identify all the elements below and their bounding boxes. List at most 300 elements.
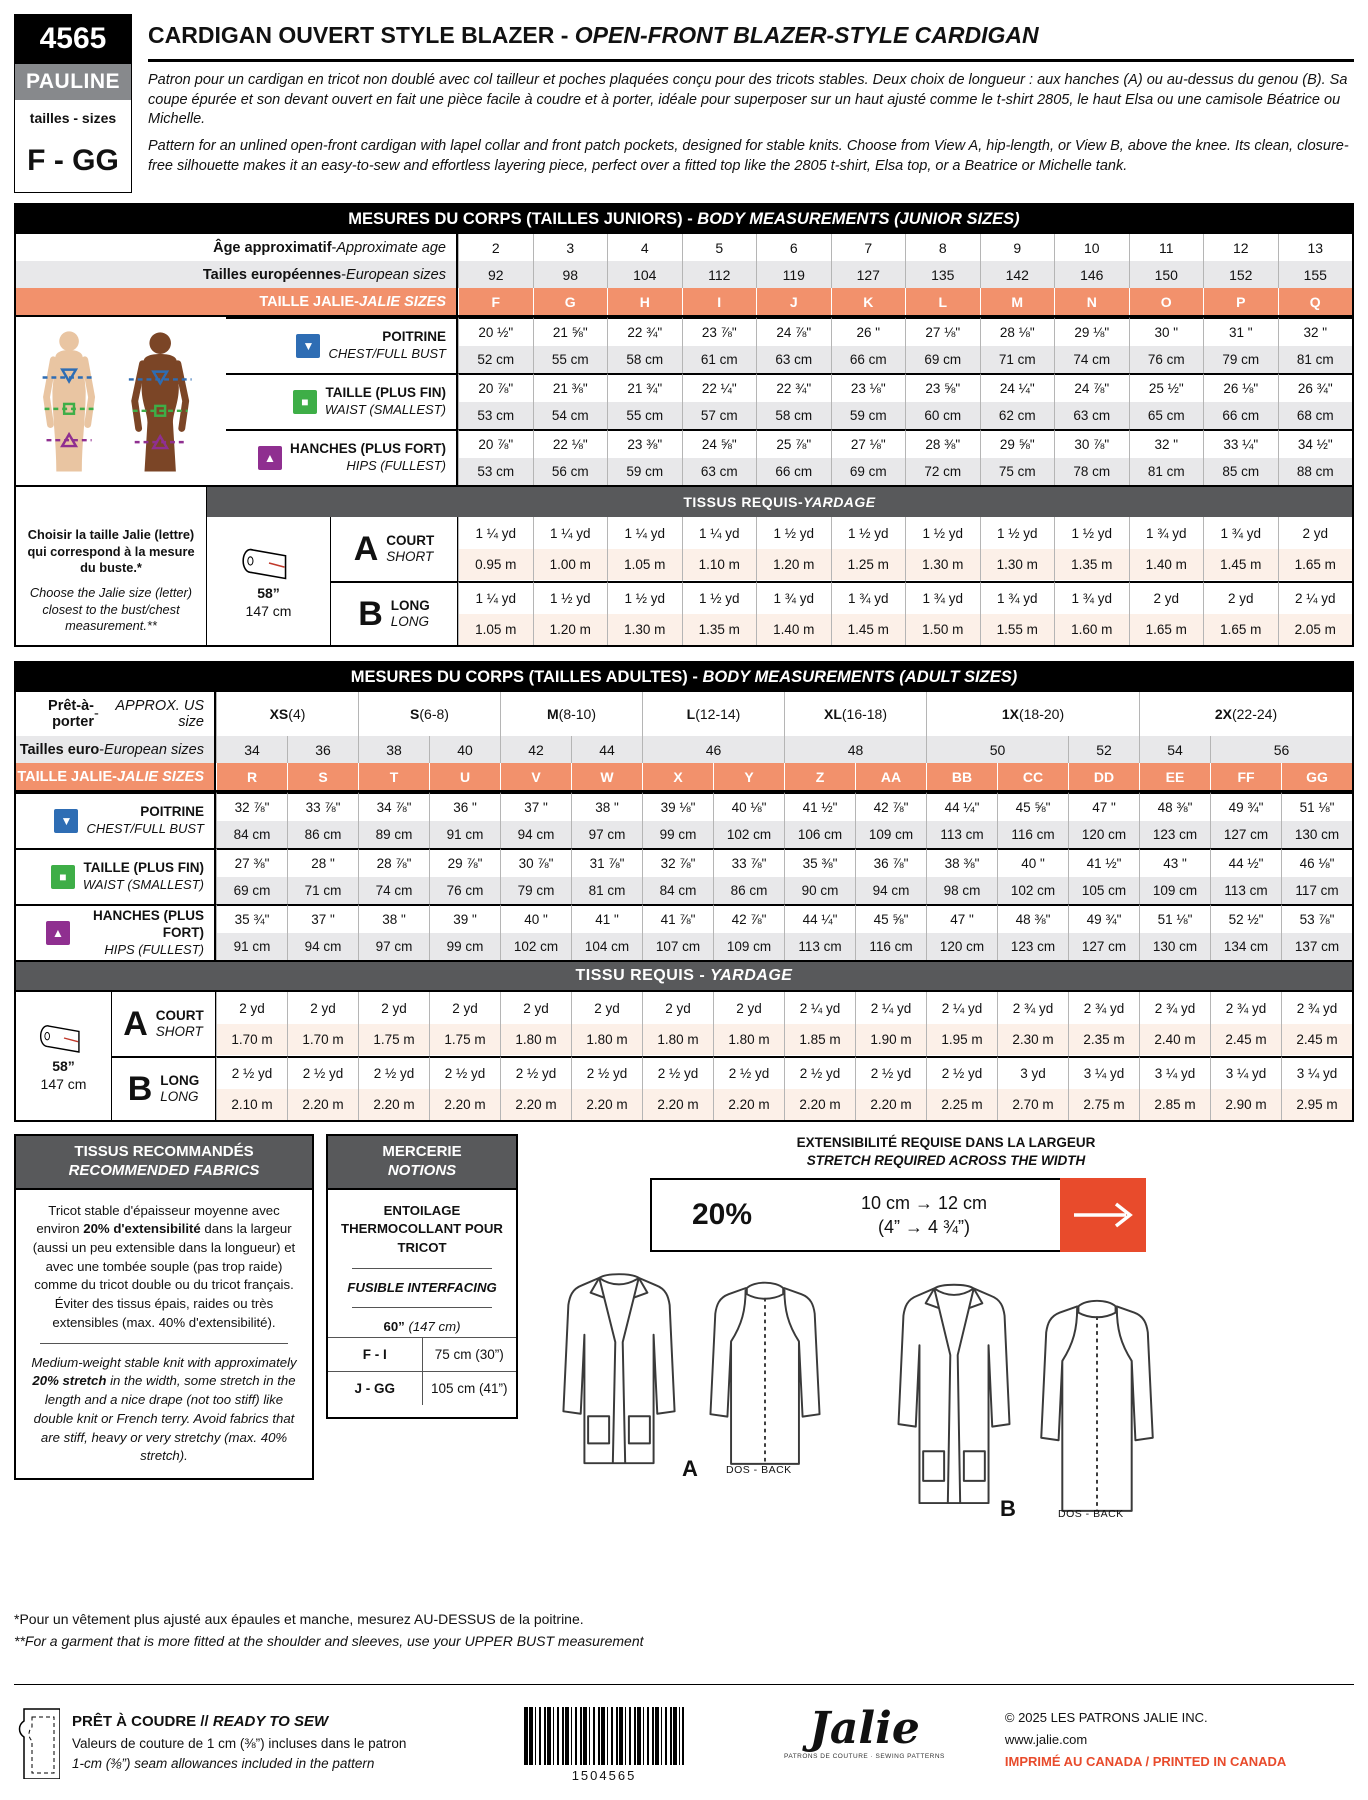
junior-measure-inches: 20 ½" [478, 325, 514, 340]
junior-measure-cell [1203, 373, 1278, 429]
adult-measure-cell [1210, 904, 1281, 960]
yardage-yd: 2 ½ yd [657, 1066, 699, 1081]
junior-measure-name-en: WAIST (SMALLEST) [324, 402, 446, 418]
ready-to-sew-text [72, 1711, 406, 1774]
adult-jalie-size: CC [997, 763, 1068, 790]
adult-yardage-cell [429, 992, 500, 1056]
adult-measure-inches: 48 ⅜" [1157, 800, 1193, 815]
junior-euro-value: 104 [607, 261, 682, 288]
adult-jalie-size: S [287, 763, 358, 790]
adult-euro-size: 44 [571, 736, 642, 763]
view-length-label [386, 533, 434, 565]
adult-measure-inches: 49 ¾" [1086, 912, 1122, 927]
right-arrow-icon [1070, 1198, 1136, 1232]
adult-yardage-cell [358, 992, 429, 1056]
view-length-label [160, 1073, 199, 1105]
adult-measure-inches: 32 ⅞" [234, 800, 270, 815]
adult-measure-cm: 105 cm [1069, 877, 1139, 904]
yardage-m: 1.55 m [981, 614, 1055, 645]
yardage-m: 1.80 m [643, 1024, 713, 1055]
junior-measure-cm: 68 cm [1279, 402, 1353, 429]
junior-measure-cm: 52 cm [459, 346, 533, 373]
interfacing-row-1-amount: 75 cm (30”) [434, 1347, 504, 1363]
junior-measure-name-en: HIPS (FULLEST) [346, 458, 446, 474]
yardage-m: 1.70 m [217, 1024, 287, 1055]
yardage-m: 0.95 m [459, 549, 533, 580]
junior-measure-inches: 22 ¾" [776, 381, 812, 396]
footnotes [14, 1608, 1354, 1653]
view-letter: B [127, 1069, 153, 1108]
yardage-yd: 2 ½ yd [231, 1066, 273, 1081]
adult-measure-cell [500, 904, 571, 960]
fabric-width-inches: 58” [257, 584, 280, 601]
adult-measure-cell [358, 904, 429, 960]
yardage-m: 2.30 m [998, 1024, 1068, 1055]
yardage-m: 2.20 m [643, 1089, 713, 1120]
junior-measure-cm: 59 cm [832, 402, 906, 429]
adult-jalie-size: GG [1281, 763, 1352, 790]
fabrics-text-en: Medium-weight stable knit with approximately 20% stretch in the width, some stretch in the length and a nice drape (not too stiff) like double knit or French terry. Avoid fabrics that are stiff, heavy or very stretchy (max. 40% stretch). [31, 1354, 297, 1464]
junior-euro-value: 152 [1203, 261, 1278, 288]
yardage-yd: 1 ¼ yd [624, 526, 666, 541]
adult-measure-cm: 130 cm [1140, 933, 1210, 960]
yardage-yd: 2 ¾ yd [1154, 1001, 1196, 1016]
junior-jalie-label: TAILLE JALIE - JALIE SIZES [16, 288, 458, 315]
adult-fabric-width [16, 992, 112, 1120]
junior-measurement-rows [226, 317, 1352, 485]
interfacing-width: 60” (147 cm) [383, 1319, 461, 1335]
adult-yardage-cell [1068, 992, 1139, 1056]
adult-measure-cm: 109 cm [714, 933, 784, 960]
ready-to-sew-title: PRÊT À COUDRE // READY TO SEW [72, 1713, 329, 1731]
yardage-m: 1.80 m [501, 1024, 571, 1055]
adult-measure-label [16, 792, 216, 848]
adult-jalie-size: Y [713, 763, 784, 790]
adult-measure-cm: 91 cm [430, 821, 500, 848]
junior-measure-inches: 23 ⅝" [925, 381, 961, 396]
adult-us-size: 2X (22-24) [1139, 692, 1352, 736]
adult-measure-label-text [78, 908, 204, 958]
junior-jalie-size: O [1129, 288, 1204, 315]
adult-measure-cm: 94 cm [501, 821, 571, 848]
view-length-fr: LONG [390, 597, 430, 613]
junior-measure-cell [1129, 373, 1204, 429]
adult-jalie-size: R [216, 763, 287, 790]
junior-yardage-cell [682, 581, 757, 645]
adult-measure-cm: 113 cm [1211, 877, 1281, 904]
yardage-m: 1.75 m [430, 1024, 500, 1055]
description-en: Pattern for an unlined open-front cardigan with lapel collar and front patch pockets, designed for stable knits. Choose from View A, hip-length, or View B, above the knee. Its clean, closure-free silhouette makes it an easy-to-sew and effortless layering piece, perfect over a fitted top like the 2805 t-shirt, Elsa top, or a Beatrice or Michelle tank. [148, 138, 1349, 174]
adult-fabric-width-inches: 58” [52, 1057, 75, 1074]
yardage-m: 1.50 m [906, 614, 980, 645]
adult-yardage-cell [997, 992, 1068, 1056]
junior-measure-label [226, 429, 458, 485]
view-length-en: SHORT [155, 1024, 203, 1039]
junior-euro-value: 119 [756, 261, 831, 288]
junior-measure-cm: 66 cm [757, 458, 831, 485]
adult-yardage-cell [855, 992, 926, 1056]
adult-measure-inches: 28 " [311, 856, 335, 871]
adult-measure-cm: 120 cm [1069, 821, 1139, 848]
junior-yardage-cell [831, 517, 906, 581]
adult-us-size: 1X (18-20) [926, 692, 1139, 736]
junior-measure-cm: 66 cm [1204, 402, 1278, 429]
junior-age-value: 13 [1278, 234, 1353, 261]
adult-measure-cell [1281, 792, 1352, 848]
yardage-yd: 2 ½ yd [728, 1066, 770, 1081]
yardage-yd: 2 ½ yd [302, 1066, 344, 1081]
junior-measure-inches: 31 " [1228, 325, 1253, 340]
adult-measure-cm: 120 cm [927, 933, 997, 960]
yardage-yd: 2 ½ yd [444, 1066, 486, 1081]
junior-euro-value: 150 [1129, 261, 1204, 288]
adult-yardage-cell [1210, 1056, 1281, 1120]
yardage-yd: 3 yd [1020, 1066, 1046, 1081]
junior-jalie-size: F [458, 288, 533, 315]
yardage-yd: 2 ½ yd [870, 1066, 912, 1081]
junior-jalie-size: I [682, 288, 757, 315]
adult-measure-cell [855, 792, 926, 848]
adult-yardage-cell [926, 1056, 997, 1120]
adult-jalie-label: TAILLE JALIE - JALIE SIZES [16, 763, 216, 790]
yardage-m: 2.35 m [1069, 1024, 1139, 1055]
junior-measure-cell [533, 373, 608, 429]
junior-jalie-size: H [607, 288, 682, 315]
junior-measure-cell [1203, 429, 1278, 485]
junior-yardage-corner [16, 487, 207, 517]
junior-measure-cm: 60 cm [906, 402, 980, 429]
junior-measure-inches: 26 ¾" [1297, 381, 1333, 396]
adult-jalie-size: FF [1210, 763, 1281, 790]
yardage-yd: 3 ¼ yd [1296, 1066, 1338, 1081]
yardage-m: 1.35 m [1055, 549, 1129, 580]
junior-measure-cell [682, 373, 757, 429]
adult-measure-inches: 38 ⅜" [944, 856, 980, 871]
junior-yardage-cell [905, 581, 980, 645]
adult-measure-inches: 44 ¼" [802, 912, 838, 927]
adult-measure-cm: 97 cm [359, 933, 429, 960]
adult-measure-cm: 94 cm [856, 877, 926, 904]
view-length-fr: COURT [155, 1007, 204, 1023]
adult-measure-inches: 37 " [524, 800, 548, 815]
adult-measure-cell [429, 848, 500, 904]
junior-measure-cell [607, 317, 682, 373]
adult-measure-inches: 48 ⅜" [1015, 912, 1051, 927]
adult-measure-inches: 43 " [1163, 856, 1187, 871]
interfacing-row-2-amount: 105 cm (41”) [430, 1381, 508, 1397]
website-link[interactable]: www.jalie.com [1004, 1731, 1088, 1747]
junior-yardage-cell [458, 581, 533, 645]
junior-yardage-cell [607, 581, 682, 645]
footnote-2: **For a garment that is more fitted at the shoulder and sleeves, use your UPPER BUST measurement [14, 1633, 644, 1650]
junior-measure-inches: 24 ⅞" [776, 325, 812, 340]
yardage-yd: 1 ½ yd [698, 591, 740, 606]
adult-measure-cm: 81 cm [572, 877, 642, 904]
yardage-yd: 2 ¼ yd [799, 1001, 841, 1016]
yardage-yd: 2 yd [310, 1001, 336, 1016]
junior-measure-inches: 27 ⅛" [925, 325, 961, 340]
adult-measure-cell [784, 792, 855, 848]
hanches-marker-icon: ▲ [258, 446, 282, 470]
adult-yardage-cell [784, 1056, 855, 1120]
adult-yardage-cell [216, 1056, 287, 1120]
fabric-roll-icon [238, 542, 300, 584]
yardage-yd: 1 ¾ yd [1220, 526, 1262, 541]
fabrics-box-body [14, 1188, 314, 1481]
junior-measure-cm: 65 cm [1130, 402, 1204, 429]
adult-measure-cm: 123 cm [1140, 821, 1210, 848]
yardage-yd: 1 ¼ yd [549, 526, 591, 541]
pattern-piece-icon [14, 1707, 60, 1779]
junior-measure-cm: 76 cm [1130, 346, 1204, 373]
yardage-yd: 1 ¾ yd [1145, 526, 1187, 541]
notions-box-title: MERCERIE NOTIONS [326, 1134, 518, 1188]
junior-measure-cell [607, 429, 682, 485]
interfacing-row-2 [328, 1371, 516, 1405]
junior-yardage-cell [1203, 581, 1278, 645]
adult-measure-cm: 94 cm [288, 933, 358, 960]
adult-measure-inches: 41 ½" [802, 800, 838, 815]
adult-measure-inches: 29 ⅞" [447, 856, 483, 871]
adult-measure-cell [571, 848, 642, 904]
yardage-m: 2.20 m [430, 1089, 500, 1120]
yardage-yd: 2 yd [1302, 526, 1329, 541]
adult-size-header-rows [16, 692, 1352, 790]
adult-measure-inches: 49 ¾" [1228, 800, 1264, 815]
junior-measure-cm: 53 cm [459, 402, 533, 429]
adult-measure-inches: 41 ½" [1086, 856, 1122, 871]
adult-yardage-cell [500, 1056, 571, 1120]
adult-euro-size: 54 [1139, 736, 1210, 763]
adult-measure-cell [571, 792, 642, 848]
taille-marker-icon: ■ [293, 390, 317, 414]
yardage-m: 1.30 m [981, 549, 1055, 580]
adult-measure-inches: 34 ⅞" [376, 800, 412, 815]
seam-allowance-en: 1-cm (⅜”) seam allowances included in the pattern [72, 1756, 375, 1772]
yardage-m: 2.20 m [359, 1089, 429, 1120]
junior-age-value: 6 [756, 234, 831, 261]
adult-measure-inches: 35 ¾" [234, 912, 270, 927]
junior-measure-cm: 62 cm [981, 402, 1055, 429]
interfacing-row-1 [328, 1337, 516, 1371]
junior-age-value: 9 [980, 234, 1055, 261]
adult-yardage-cell [1281, 1056, 1352, 1120]
junior-measure-cm: 81 cm [1279, 346, 1353, 373]
junior-yardage-cell [1278, 517, 1353, 581]
description-fr: Patron pour un cardigan en tricot non doublé avec col tailleur et poches plaquées conçu pour des tricots stables. Deux choix de longueur : aux hanches (A) ou au-dessus du genou (B). Sa coupe épurée et son devant ouvert en fait une pièce facile à coudre et à porter, idéale pour superposer sur un haut ajusté comme le t-shirt 2805, le haut Elsa ou une camisole Béatrice ou Michelle. [148, 72, 1348, 128]
junior-measure-inches: 20 ⅞" [478, 381, 514, 396]
pattern-number: 4565 [15, 14, 131, 64]
junior-euro-value: 127 [831, 261, 906, 288]
adult-us-size: XL (16-18) [784, 692, 926, 736]
adult-measure-name-fr: POITRINE [140, 804, 204, 820]
junior-measure-cm: 75 cm [981, 458, 1055, 485]
adult-yardage-cell [855, 1056, 926, 1120]
page-title: CARDIGAN OUVERT STYLE BLAZER - OPEN-FRONT BLAZER-STYLE CARDIGAN [148, 14, 1354, 62]
yardage-yd: 2 yd [523, 1001, 549, 1016]
adult-measure-cell [358, 792, 429, 848]
taille-marker-icon: ■ [51, 865, 75, 889]
junior-measure-cell [458, 317, 533, 373]
junior-measure-inches: 21 ⅝" [552, 325, 588, 340]
adult-yardage-cell [784, 992, 855, 1056]
size-range: F - GG [27, 144, 119, 177]
yardage-m: 2.20 m [501, 1089, 571, 1120]
view-b-front-drawing [880, 1278, 1028, 1516]
yardage-yd: 2 ¾ yd [1296, 1001, 1338, 1016]
yardage-m: 1.85 m [785, 1024, 855, 1055]
adult-measure-cm: 113 cm [785, 933, 855, 960]
view-length-en: SHORT [386, 549, 434, 564]
adult-euro-size: 56 [1210, 736, 1352, 763]
header [14, 14, 1354, 193]
adult-measure-cell [1210, 792, 1281, 848]
fabrics-divider [40, 1343, 288, 1344]
adult-measure-cell [500, 848, 571, 904]
adult-view-a-label-cell [112, 992, 216, 1056]
seam-allowance-fr: Valeurs de couture de 1 cm (⅜”) incluses dans le patron [72, 1735, 407, 1751]
adult-euro-size: 34 [216, 736, 287, 763]
junior-measure-cm: 85 cm [1204, 458, 1278, 485]
yardage-m: 2.20 m [288, 1089, 358, 1120]
adult-euro-size: 50 [926, 736, 1068, 763]
yardage-m: 1.80 m [572, 1024, 642, 1055]
junior-measure-cell [458, 373, 533, 429]
adult-measure-inches: 31 ⅞" [589, 856, 625, 871]
yardage-m: 1.70 m [288, 1024, 358, 1055]
junior-measure-inches: 20 ⅞" [478, 437, 514, 452]
adult-yardage-cell [642, 992, 713, 1056]
adult-measure-cm: 102 cm [714, 821, 784, 848]
junior-measure-cm: 69 cm [906, 346, 980, 373]
barcode-number: 1504565 [571, 1767, 637, 1783]
adult-table [14, 661, 1354, 1122]
adult-euro-size: 46 [642, 736, 784, 763]
barcode [524, 1707, 684, 1783]
adult-measure-inches: 37 " [311, 912, 335, 927]
junior-measure-cell [458, 429, 533, 485]
adult-us-size: M (8-10) [500, 692, 642, 736]
junior-measure-name-fr: TAILLE (PLUS FIN) [325, 385, 446, 401]
yardage-yd: 2 ¼ yd [870, 1001, 912, 1016]
junior-measure-cell [1054, 429, 1129, 485]
adult-jalie-size: Z [784, 763, 855, 790]
adult-measure-cm: 84 cm [217, 821, 287, 848]
junior-size-header-rows [16, 234, 1352, 315]
adult-measure-inches: 32 ⅞" [660, 856, 696, 871]
yardage-m: 1.05 m [459, 614, 533, 645]
junior-measure-inches: 29 ⅝" [999, 437, 1035, 452]
yardage-m: 1.80 m [714, 1024, 784, 1055]
junior-measure-inches: 32 " [1154, 437, 1179, 452]
junior-measure-inches: 21 ⅜" [552, 381, 588, 396]
junior-measure-cm: 78 cm [1055, 458, 1129, 485]
junior-euro-value: 98 [533, 261, 608, 288]
yardage-yd: 1 ½ yd [847, 526, 889, 541]
pattern-id-column [14, 14, 132, 193]
junior-measure-cell [682, 429, 757, 485]
adult-measure-cell [358, 848, 429, 904]
adult-measure-cm: 99 cm [430, 933, 500, 960]
view-a-label: A [682, 1456, 698, 1481]
adult-yardage [16, 990, 1352, 1120]
adult-measure-cell [713, 848, 784, 904]
junior-measure-inches: 28 ⅜" [925, 437, 961, 452]
junior-measure-inches: 24 ¼" [999, 381, 1035, 396]
junior-measure-cell [980, 317, 1055, 373]
junior-age-value: 12 [1203, 234, 1278, 261]
junior-measure-label [226, 373, 458, 429]
poitrine-marker-icon: ▼ [296, 334, 320, 358]
adult-measure-label-text [83, 860, 204, 893]
junior-measure-cm: 72 cm [906, 458, 980, 485]
yardage-yd: 1 ½ yd [1071, 526, 1113, 541]
adult-measure-cell [855, 848, 926, 904]
adult-measure-label-text [86, 804, 204, 837]
adult-yardage-cell [429, 1056, 500, 1120]
view-a-label-cell [331, 517, 458, 581]
yardage-yd: 1 ¼ yd [698, 526, 740, 541]
yardage-yd: 1 ½ yd [624, 591, 666, 606]
junior-yardage-cell [1054, 517, 1129, 581]
adult-yardage-cell [500, 992, 571, 1056]
junior-jalie-size: Q [1278, 288, 1353, 315]
junior-age-value: 4 [607, 234, 682, 261]
adult-measure-cm: 127 cm [1069, 933, 1139, 960]
view-letter: B [358, 594, 383, 633]
adult-yardage-cell [1281, 992, 1352, 1056]
fabric-width-cm: 147 cm [245, 603, 292, 619]
stretch-gauge-box [650, 1178, 1146, 1252]
junior-jalie-size: G [533, 288, 608, 315]
adult-measure-cm: 74 cm [359, 877, 429, 904]
junior-measure-cell [682, 317, 757, 373]
yardage-m: 1.30 m [906, 549, 980, 580]
junior-measure-inches: 22 ¼" [701, 381, 737, 396]
junior-jalie-size: L [905, 288, 980, 315]
adult-measure-inches: 47 " [1092, 800, 1116, 815]
adult-measure-cm: 86 cm [288, 821, 358, 848]
body-figures-illustration [16, 317, 226, 485]
adult-measure-cm: 102 cm [501, 933, 571, 960]
adult-yardage-title: TISSU REQUIS - YARDAGE [16, 960, 1352, 990]
adult-euro-size: 38 [358, 736, 429, 763]
adult-yardage-cell [713, 992, 784, 1056]
hanches-marker-icon: ▲ [46, 921, 70, 945]
adult-measure-cell [713, 792, 784, 848]
yardage-yd: 1 ¾ yd [922, 591, 964, 606]
view-length-label [391, 598, 430, 630]
junior-euro-label: Tailles européennes - European sizes [16, 261, 458, 288]
adult-measure-cell [642, 792, 713, 848]
junior-measure-label-text [290, 441, 446, 474]
adult-measure-inches: 52 ½" [1228, 912, 1264, 927]
junior-age-value: 10 [1054, 234, 1129, 261]
adult-yardage-cell [1068, 1056, 1139, 1120]
adult-us-size-label: Prêt-à-porter - APPROX. US size [16, 692, 216, 736]
junior-measure-cm: 79 cm [1204, 346, 1278, 373]
adult-yardage-cell [216, 992, 287, 1056]
adult-measure-cm: 76 cm [430, 877, 500, 904]
view-a-back-drawing [690, 1276, 840, 1476]
adult-measure-cm: 79 cm [501, 877, 571, 904]
adult-yardage-cell [287, 1056, 358, 1120]
junior-measure-cell [533, 317, 608, 373]
barcode-bars-icon [524, 1707, 684, 1765]
junior-yardage-cell [458, 517, 533, 581]
adult-measure-cm: 98 cm [927, 877, 997, 904]
yardage-m: 2.95 m [1282, 1089, 1352, 1120]
